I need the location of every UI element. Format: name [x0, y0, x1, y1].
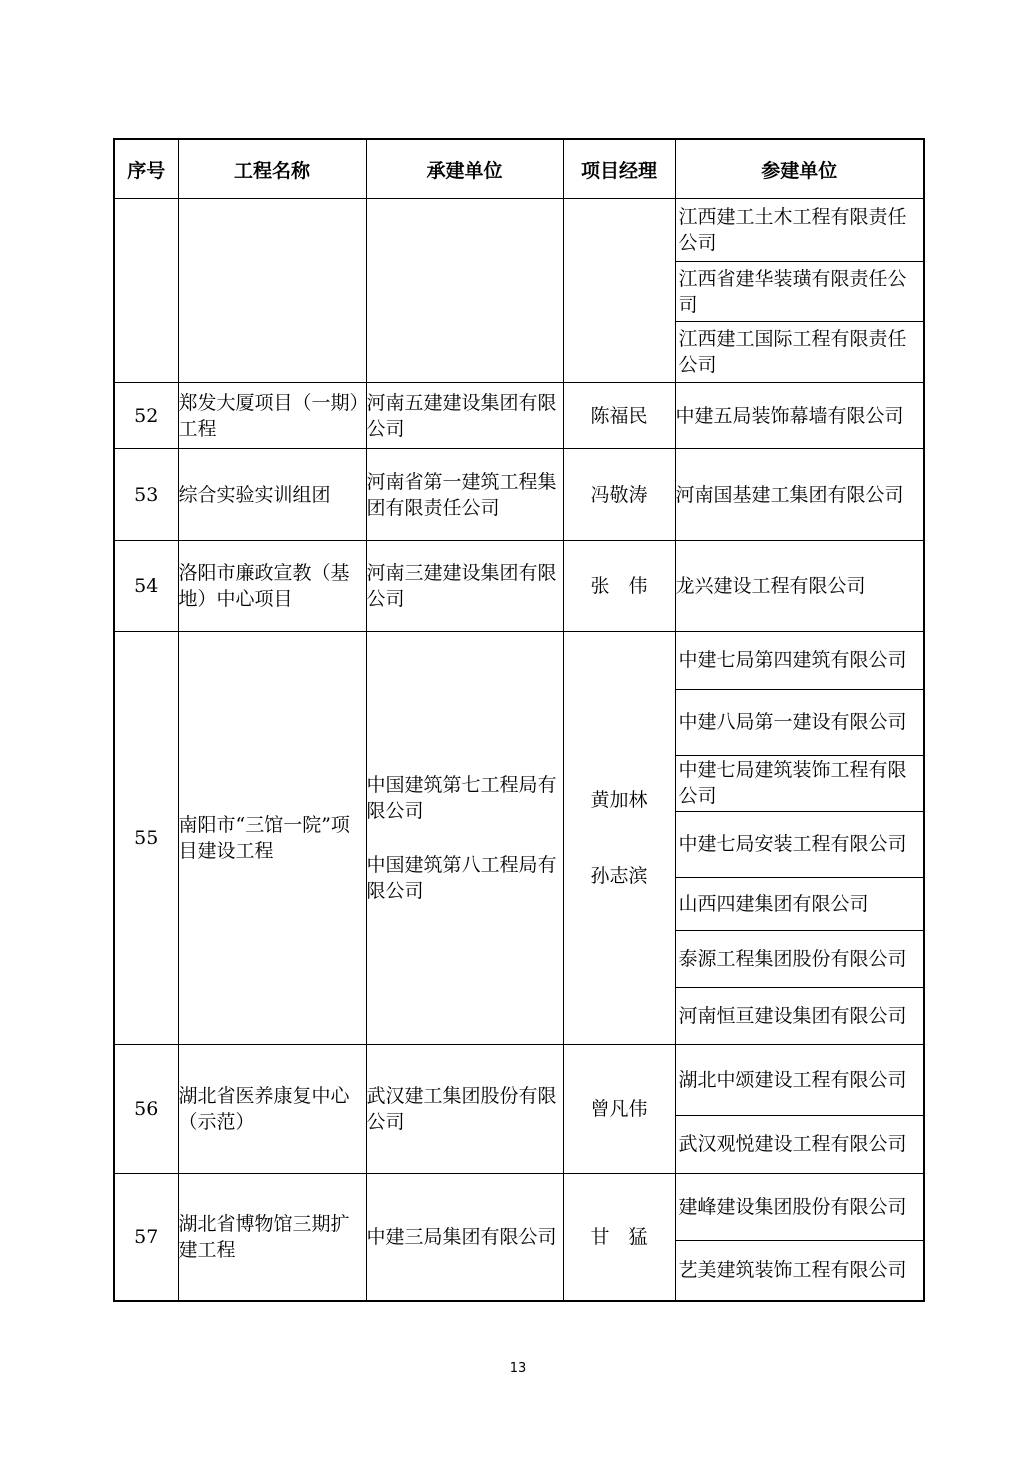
row-name: 南阳市“三馆一院”项目建设工程	[178, 632, 366, 1045]
participant: 湖北中颂建设工程有限公司	[676, 1045, 924, 1115]
table-row	[114, 449, 924, 541]
participant: 中建七局第四建筑有限公司	[676, 632, 924, 689]
participant: 河南国基建工集团有限公司	[675, 449, 924, 541]
participant: 中建八局第一建设有限公司	[676, 689, 924, 755]
row-name	[178, 199, 366, 383]
page-number: 13	[509, 1361, 527, 1376]
table-row	[114, 1174, 924, 1302]
row-no: 57	[114, 1174, 178, 1302]
row-manager: 冯敬涛	[563, 449, 675, 541]
row-participants	[675, 1045, 924, 1174]
manager-2: 孙志滨	[590, 865, 648, 887]
participant: 泰源工程集团股份有限公司	[676, 930, 924, 987]
row-participants	[675, 1174, 924, 1302]
contractor-1: 中国建筑第七工程局有限公司	[366, 774, 557, 822]
manager-1: 黄加林	[590, 789, 648, 811]
header-manager: 项目经理	[563, 139, 675, 199]
table-row	[114, 541, 924, 632]
participant: 江西省建华装璜有限责任公司	[676, 262, 924, 322]
row-manager	[563, 199, 675, 383]
participant: 江西建工国际工程有限责任公司	[678, 327, 907, 376]
participant: 中建五局装饰幕墙有限公司	[675, 383, 924, 449]
participant: 江西建工土木工程有限责任公司	[676, 200, 924, 262]
spacer	[564, 813, 675, 863]
row-manager	[563, 632, 675, 1045]
row-contractor	[366, 199, 563, 383]
row-name: 郑发大厦项目（一期）工程	[178, 383, 366, 449]
table-row	[114, 1045, 924, 1174]
table-row	[114, 632, 924, 1045]
row-no	[114, 199, 178, 383]
row-no: 53	[114, 449, 178, 541]
header-participants: 参建单位	[675, 139, 924, 199]
row-manager: 曾凡伟	[563, 1045, 675, 1174]
row-participants	[675, 199, 924, 383]
table-row	[114, 199, 924, 383]
contractor-2: 中国建筑第八工程局有限公司	[366, 854, 557, 902]
row-no: 54	[114, 541, 178, 632]
participant: 中建七局建筑装饰工程有限公司	[676, 755, 924, 811]
row-manager: 陈福民	[563, 383, 675, 449]
participant: 艺美建筑装饰工程有限公司	[678, 1259, 907, 1282]
participant: 建峰建设集团股份有限公司	[676, 1174, 924, 1240]
row-contractor: 武汉建工集团股份有限公司	[366, 1045, 563, 1174]
participant: 山西四建集团有限公司	[676, 877, 924, 930]
row-contractor: 中建三局集团有限公司	[366, 1174, 563, 1302]
participant: 中建七局安装工程有限公司	[676, 811, 924, 877]
table-header-row	[114, 139, 924, 199]
participant: 河南恒亘建设集团有限公司	[678, 1004, 907, 1027]
row-participants	[675, 632, 924, 1045]
row-contractor: 河南省第一建筑工程集团有限责任公司	[366, 449, 563, 541]
row-name: 综合实验实训组团	[178, 449, 366, 541]
row-name: 洛阳市廉政宣教（基地）中心项目	[178, 541, 366, 632]
row-no: 52	[114, 383, 178, 449]
header-contractor: 承建单位	[366, 139, 563, 199]
row-contractor	[366, 632, 563, 1045]
row-contractor: 河南三建建设集团有限公司	[366, 541, 563, 632]
row-no: 56	[114, 1045, 178, 1174]
row-manager: 甘 猛	[563, 1174, 675, 1302]
table-row	[114, 383, 924, 449]
header-no: 序号	[114, 139, 178, 199]
projects-table	[113, 138, 925, 1302]
row-name: 湖北省博物馆三期扩建工程	[178, 1174, 366, 1302]
header-name: 工程名称	[178, 139, 366, 199]
participant: 龙兴建设工程有限公司	[675, 541, 924, 632]
row-no: 55	[114, 632, 178, 1045]
spacer	[367, 824, 563, 852]
row-contractor: 河南五建建设集团有限公司	[366, 383, 563, 449]
row-name: 湖北省医养康复中心（示范）	[178, 1045, 366, 1174]
participant: 武汉观悦建设工程有限公司	[678, 1133, 907, 1156]
row-manager: 张 伟	[563, 541, 675, 632]
